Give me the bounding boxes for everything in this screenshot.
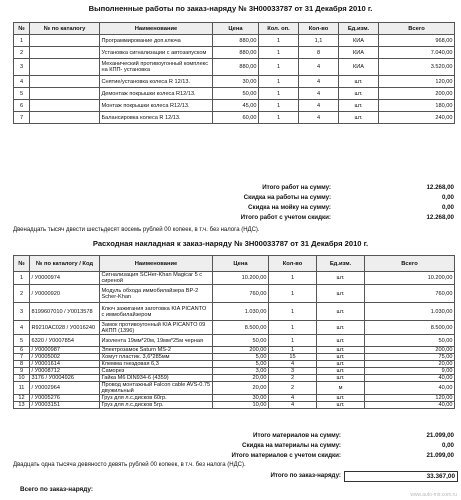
materials-cell-qty: 3 xyxy=(269,368,317,375)
materials-cell-cat: / У0003151 xyxy=(30,402,100,409)
works-cell-qty: 4 xyxy=(299,112,339,124)
works-cell-qty: 4 xyxy=(299,76,339,88)
works-cell-price: 880,00 xyxy=(213,47,259,59)
materials-cell-qty: 2 xyxy=(269,382,317,395)
materials-cell-n: 10 xyxy=(14,375,30,382)
materials-summary-value xyxy=(0,432,454,441)
works-cell-name: Программирование доп.ключа xyxy=(100,35,213,47)
works-cell-n: 6 xyxy=(14,100,30,112)
works-summary-value-text: 12.268,00 xyxy=(426,214,454,221)
materials-cell-total: 9,00 xyxy=(365,368,455,375)
materials-cell-n: 2 xyxy=(14,285,30,303)
materials-title: Расходная накладная к заказ-наряду № 3Н00033787 от 31 Декабря 2010 г. xyxy=(92,239,369,248)
materials-cell-qty: 2 xyxy=(269,375,317,382)
materials-cell-total: 10.200,00 xyxy=(365,272,455,285)
works-cell-n: 3 xyxy=(14,59,30,76)
materials-col-header: Наименование xyxy=(100,256,213,272)
materials-cell-price: 10.200,00 xyxy=(213,272,269,285)
materials-cell-n: 12 xyxy=(14,395,30,402)
materials-row xyxy=(14,285,455,303)
works-cell-total: 120,00 xyxy=(379,76,455,88)
materials-cell-cat: 6320 / У0007854 xyxy=(30,335,100,347)
works-cell-n: 1 xyxy=(14,35,30,47)
materials-row xyxy=(14,368,455,375)
materials-cell-cat: / У0008712 xyxy=(30,368,100,375)
materials-cell-unit: шт. xyxy=(317,375,365,382)
materials-cell-total: 50,00 xyxy=(365,335,455,347)
materials-cell-price: 1.030,00 xyxy=(213,303,269,321)
works-summary-value-text: 0,00 xyxy=(441,204,454,211)
materials-cell-total: 8.500,00 xyxy=(365,321,455,335)
materials-col-header: Кол-во xyxy=(269,256,317,272)
materials-summary-value-text: 0,00 xyxy=(441,442,454,449)
works-cell-price: 50,00 xyxy=(213,88,259,100)
materials-cell-total: 1.030,00 xyxy=(365,303,455,321)
materials-cell-qty: 1 xyxy=(269,285,317,303)
materials-cell-name: Изолента 19мм*20м, 19мм*25м черная xyxy=(100,335,213,347)
materials-cell-qty: 1 xyxy=(269,303,317,321)
materials-cell-total: 20,00 xyxy=(365,361,455,368)
materials-cell-n: 8 xyxy=(14,361,30,368)
materials-cell-name: Замок противоугонный KIA PICANTO 09 АКПП (1396) xyxy=(100,321,213,335)
works-cell-cat xyxy=(30,112,100,124)
works-cell-unit: шт. xyxy=(339,100,379,112)
materials-cell-cat: 3176 / У0004926 xyxy=(30,375,100,382)
works-summary-value xyxy=(0,214,454,223)
works-cell-n: 7 xyxy=(14,112,30,124)
works-cell-ops: 1 xyxy=(259,88,299,100)
works-cell-ops: 1 xyxy=(259,35,299,47)
materials-cell-name: Гайка М6 DIN934-6 (4359) xyxy=(100,375,213,382)
works-cell-total: 200,00 xyxy=(379,88,455,100)
materials-row xyxy=(14,382,455,395)
materials-cell-unit: шт. xyxy=(317,361,365,368)
works-cell-unit: шт. xyxy=(339,88,379,100)
materials-cell-unit: шт. xyxy=(317,368,365,375)
materials-cell-total: 40,00 xyxy=(365,402,455,409)
materials-cell-n: 13 xyxy=(14,402,30,409)
materials-cell-cat: / У0000920 xyxy=(30,285,100,303)
works-cell-price: 45,00 xyxy=(213,100,259,112)
materials-cell-qty: 1 xyxy=(269,321,317,335)
works-cell-price: 880,00 xyxy=(213,35,259,47)
materials-amount-in-words: Двадцать одна тысяча девяносто девять рублей 00 копеек, в т.ч. без налога (НДС). xyxy=(13,462,246,468)
works-cell-cat xyxy=(30,47,100,59)
works-cell-qty: 4 xyxy=(299,59,339,76)
works-col-header: Кол. оп. xyxy=(259,23,299,35)
works-cell-unit: шт. xyxy=(339,112,379,124)
works-col-header: Цена xyxy=(213,23,259,35)
works-cell-cat xyxy=(30,76,100,88)
materials-cell-name: Груз для л.с.дисков 5гр. xyxy=(100,402,213,409)
materials-cell-name: Провод монтажный Falcon cable AVS-0.75 двужильный xyxy=(100,382,213,395)
materials-table xyxy=(13,255,455,409)
works-title: Выполненные работы по заказ-наряду № 3Н00033787 от 31 Декабря 2010 г. xyxy=(88,4,373,13)
materials-cell-cat: / У0000987 xyxy=(30,347,100,354)
works-amount-in-words: Двенадцать тысяч двести шестьдесят восемь рублей 00 копеек, в т.ч. без налога (НДС). xyxy=(13,227,260,233)
materials-row xyxy=(14,321,455,335)
materials-cell-price: 5,00 xyxy=(213,361,269,368)
works-row xyxy=(14,76,455,88)
materials-cell-name: Саморез xyxy=(100,368,213,375)
works-col-header: Всего xyxy=(379,23,455,35)
works-cell-total: 968,00 xyxy=(379,35,455,47)
materials-summary-label-text: Итого материалов с учетом скидки: xyxy=(231,452,341,459)
materials-cell-unit: шт. xyxy=(317,303,365,321)
works-cell-price: 60,00 xyxy=(213,112,259,124)
works-cell-name: Установка сигнализации с автозапуском xyxy=(100,47,213,59)
materials-cell-unit: шт. xyxy=(317,354,365,361)
materials-cell-unit: шт. xyxy=(317,395,365,402)
works-cell-unit: КИА xyxy=(339,35,379,47)
works-cell-cat xyxy=(30,35,100,47)
materials-cell-total: 760,00 xyxy=(365,285,455,303)
materials-cell-unit: шт. xyxy=(317,347,365,354)
materials-cell-total: 75,00 xyxy=(365,354,455,361)
works-cell-total: 7.040,00 xyxy=(379,47,455,59)
materials-cell-unit: шт. xyxy=(317,402,365,409)
materials-cell-price: 50,00 xyxy=(213,335,269,347)
materials-summary-value-text: 21.099,00 xyxy=(426,432,454,439)
works-cell-ops: 1 xyxy=(259,76,299,88)
works-table xyxy=(13,22,455,124)
grand-total-value: 33.367,00 xyxy=(344,471,458,482)
works-summary-value xyxy=(0,194,454,203)
materials-cell-unit: шт. xyxy=(317,321,365,335)
materials-cell-qty: 1 xyxy=(269,347,317,354)
materials-cell-cat: 8199607010 / У0013578 xyxy=(30,303,100,321)
works-row xyxy=(14,35,455,47)
works-cell-n: 2 xyxy=(14,47,30,59)
materials-cell-unit: шт. xyxy=(317,272,365,285)
materials-col-header: Ед.изм. xyxy=(317,256,365,272)
materials-col-header: № по каталогу / Код xyxy=(30,256,100,272)
works-cell-ops: 1 xyxy=(259,100,299,112)
works-cell-unit: КИА xyxy=(339,59,379,76)
materials-cell-qty: 15 xyxy=(269,354,317,361)
materials-cell-price: 10,00 xyxy=(213,402,269,409)
works-cell-total: 3.520,00 xyxy=(379,59,455,76)
works-cell-name: Демонтаж покрышки колеса R12/13. xyxy=(100,88,213,100)
works-cell-name: Балансировка колеса R 12/13. xyxy=(100,112,213,124)
materials-cell-n: 1 xyxy=(14,272,30,285)
footer-total-label: Всего по заказ-наряду: xyxy=(20,486,93,493)
works-cell-cat xyxy=(30,59,100,76)
materials-summary-label-text: Итого материалов на сумму: xyxy=(253,432,341,439)
materials-cell-n: 5 xyxy=(14,335,30,347)
works-summary-label-text: Итого работ на сумму: xyxy=(262,184,331,191)
materials-row xyxy=(14,354,455,361)
materials-cell-n: 7 xyxy=(14,354,30,361)
materials-row xyxy=(14,272,455,285)
works-summary-value xyxy=(0,204,454,213)
works-row xyxy=(14,88,455,100)
materials-summary-label-text: Скидка на материалы на сумму: xyxy=(241,442,341,449)
materials-cell-cat: / У0000974 xyxy=(30,272,100,285)
materials-cell-n: 3 xyxy=(14,303,30,321)
materials-cell-price: 5,00 xyxy=(213,354,269,361)
materials-cell-unit: шт. xyxy=(317,285,365,303)
materials-row xyxy=(14,335,455,347)
materials-cell-unit: м xyxy=(317,382,365,395)
materials-cell-cat: / У0001614 xyxy=(30,361,100,368)
works-cell-price: 880,00 xyxy=(213,59,259,76)
materials-col-header: Всего xyxy=(365,256,455,272)
materials-cell-cat: / У0005002 xyxy=(30,354,100,361)
materials-cell-unit: шт. xyxy=(317,335,365,347)
works-col-header: № xyxy=(14,23,30,35)
works-cell-total: 240,00 xyxy=(379,112,455,124)
materials-cell-cat: R9210AC028 / У0016240 xyxy=(30,321,100,335)
materials-col-header: Цена xyxy=(213,256,269,272)
works-cell-unit: КИА xyxy=(339,47,379,59)
works-cell-total: 180,00 xyxy=(379,100,455,112)
works-cell-n: 4 xyxy=(14,76,30,88)
materials-cell-n: 11 xyxy=(14,382,30,395)
materials-cell-qty: 4 xyxy=(269,361,317,368)
works-col-header: Кол-во xyxy=(299,23,339,35)
works-summary-label-text: Итого работ с учетом скидки: xyxy=(240,214,331,221)
materials-cell-name: Модуль обхода иммобилайзера BP-2 Scher-Khan xyxy=(100,285,213,303)
works-cell-qty: 4 xyxy=(299,88,339,100)
materials-cell-total: 120,00 xyxy=(365,395,455,402)
materials-cell-name: Электрозамок Saturn MS-2 xyxy=(100,347,213,354)
works-cell-price: 30,00 xyxy=(213,76,259,88)
works-summary-value xyxy=(0,184,454,193)
works-col-header: Наименование xyxy=(100,23,213,35)
materials-cell-cat: / У0005276 xyxy=(30,395,100,402)
materials-row xyxy=(14,402,455,409)
materials-summary-value-text: 21.099,00 xyxy=(426,452,454,459)
materials-row xyxy=(14,395,455,402)
materials-cell-total: 200,00 xyxy=(365,347,455,354)
materials-summary-value xyxy=(0,442,454,451)
materials-cell-total: 40,00 xyxy=(365,375,455,382)
materials-cell-cat: / У0002964 xyxy=(30,382,100,395)
works-cell-name: Монтаж покрышки колеса R12/13. xyxy=(100,100,213,112)
works-cell-n: 5 xyxy=(14,88,30,100)
materials-cell-n: 4 xyxy=(14,321,30,335)
materials-cell-price: 760,00 xyxy=(213,285,269,303)
materials-cell-qty: 4 xyxy=(269,402,317,409)
works-row xyxy=(14,100,455,112)
works-cell-qty: 1,1 xyxy=(299,35,339,47)
materials-cell-qty: 4 xyxy=(269,395,317,402)
materials-cell-price: 200,00 xyxy=(213,347,269,354)
works-row xyxy=(14,59,455,76)
works-row xyxy=(14,47,455,59)
materials-cell-name: Груз для л.с.дисков 60гр. xyxy=(100,395,213,402)
materials-cell-qty: 1 xyxy=(269,272,317,285)
materials-cell-total: 40,00 xyxy=(365,382,455,395)
works-summary-label-text: Скидка на мойку на сумму: xyxy=(248,204,331,211)
materials-cell-price: 20,00 xyxy=(213,382,269,395)
materials-cell-n: 6 xyxy=(14,347,30,354)
materials-cell-price: 3,00 xyxy=(213,368,269,375)
works-cell-ops: 1 xyxy=(259,47,299,59)
grand-total-label: Итого по заказ-наряду: xyxy=(270,472,341,479)
materials-summary-value xyxy=(0,452,454,461)
materials-cell-price: 30,00 xyxy=(213,395,269,402)
works-summary-value-text: 0,00 xyxy=(441,194,454,201)
materials-cell-n: 9 xyxy=(14,368,30,375)
watermark: www.auto-mir.com.ru xyxy=(410,492,457,498)
materials-row xyxy=(14,361,455,368)
works-cell-cat xyxy=(30,100,100,112)
materials-cell-price: 20,00 xyxy=(213,375,269,382)
materials-cell-name: Клемма гнездовая 6,3 xyxy=(100,361,213,368)
works-cell-ops: 1 xyxy=(259,112,299,124)
works-cell-name: Снятие/установка колеса R 12/13. xyxy=(100,76,213,88)
works-summary-label-text: Скидка на работы на сумму: xyxy=(243,194,331,201)
works-cell-qty: 4 xyxy=(299,100,339,112)
materials-row xyxy=(14,303,455,321)
materials-cell-price: 8.500,00 xyxy=(213,321,269,335)
works-cell-ops: 1 xyxy=(259,59,299,76)
works-cell-qty: 8 xyxy=(299,47,339,59)
materials-row xyxy=(14,347,455,354)
materials-cell-name: Ключ зажигания заготовка KIA PICANTO с иммобилайзером xyxy=(100,303,213,321)
works-summary-value-text: 12.268,00 xyxy=(426,184,454,191)
materials-cell-name: Хомут пластик. 3,6*285мм xyxy=(100,354,213,361)
materials-col-header: № xyxy=(14,256,30,272)
works-col-header: № по каталогу xyxy=(30,23,100,35)
works-col-header: Ед.изм. xyxy=(339,23,379,35)
materials-row xyxy=(14,375,455,382)
works-cell-unit: шт. xyxy=(339,76,379,88)
works-row xyxy=(14,112,455,124)
works-cell-cat xyxy=(30,88,100,100)
works-cell-name: Механический противоугонный комплекс на КПП- установка xyxy=(100,59,213,76)
materials-cell-qty: 1 xyxy=(269,335,317,347)
materials-cell-name: Сигнализация SCHer-Khan Magicar 5 с сиреной xyxy=(100,272,213,285)
